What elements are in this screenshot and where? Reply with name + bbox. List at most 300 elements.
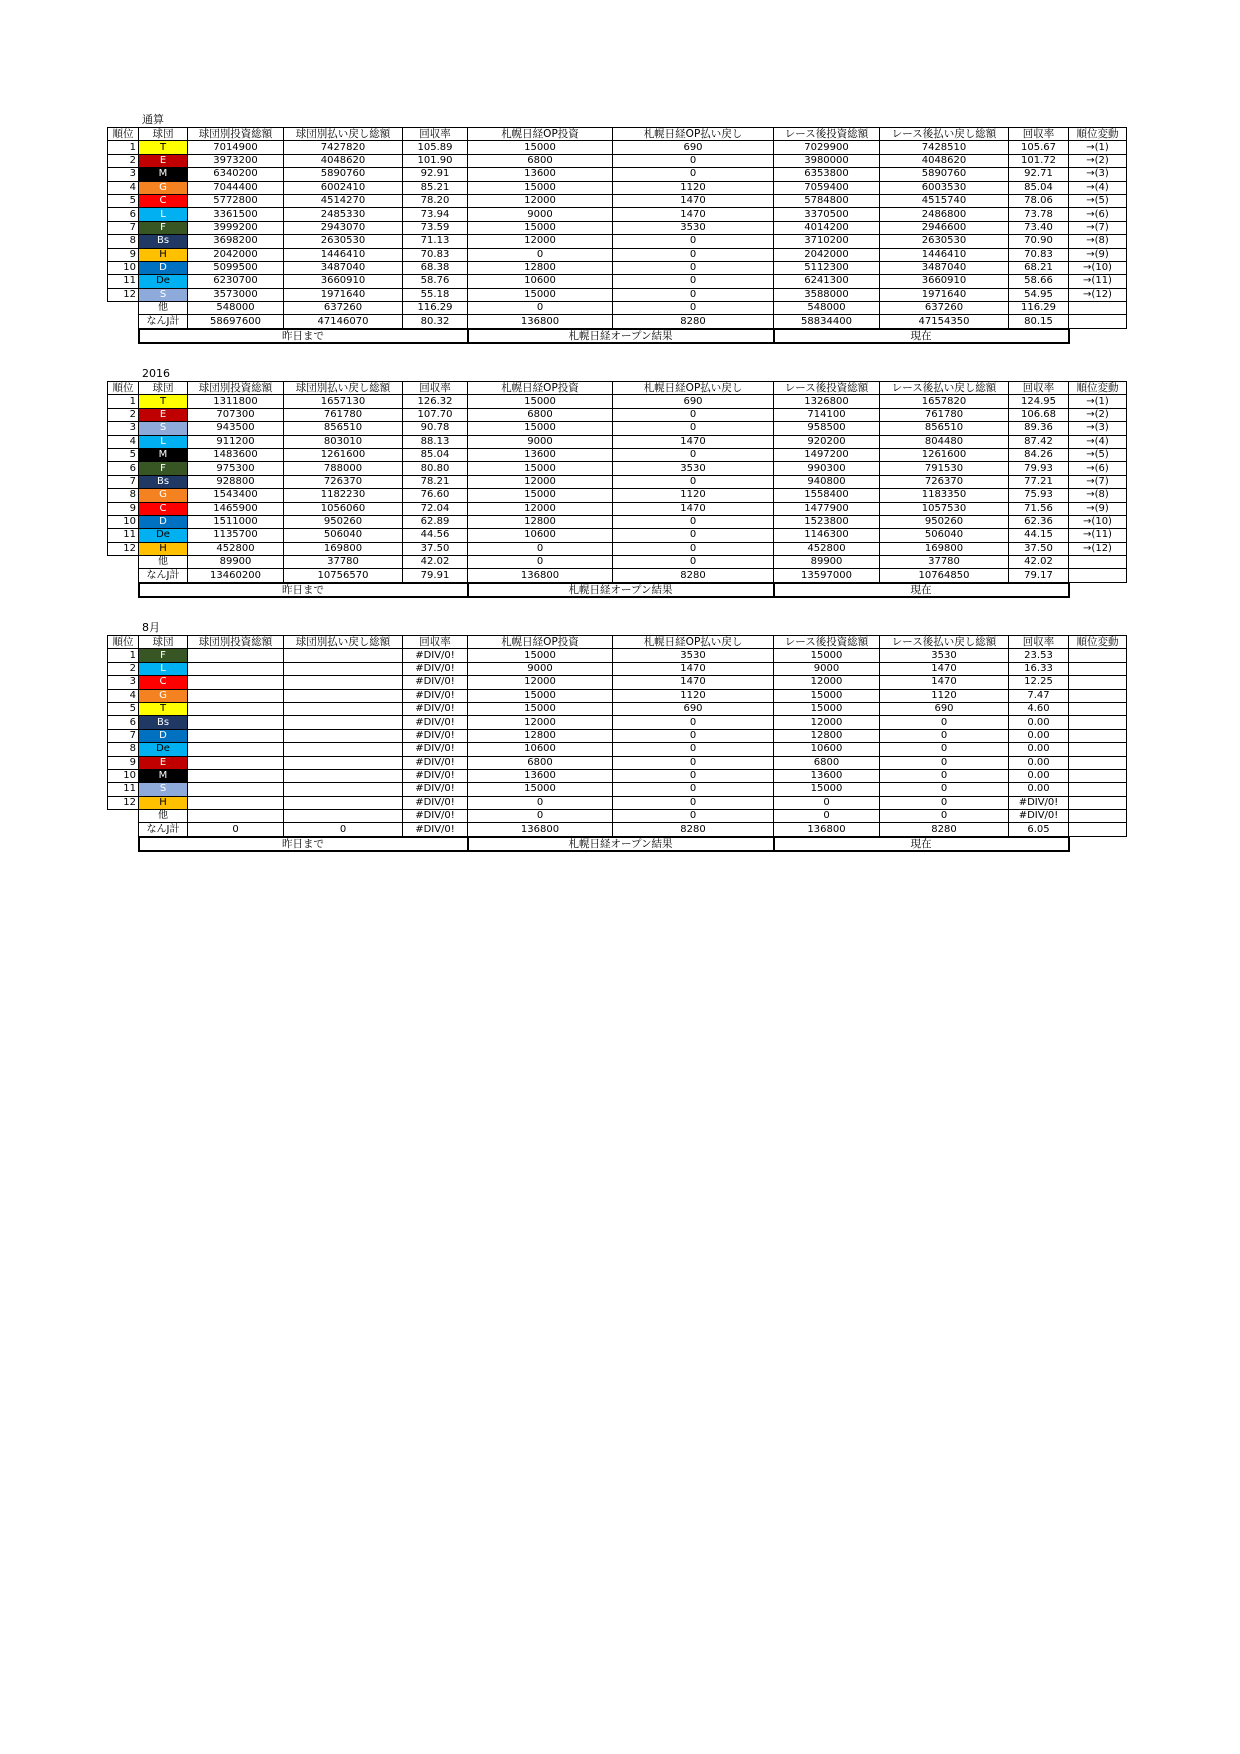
- rank-cell: 2: [108, 662, 139, 675]
- value-cell: 5890760: [284, 168, 403, 181]
- value-cell: 169800: [880, 542, 1009, 555]
- value-cell: 3530: [613, 221, 774, 234]
- value-cell: 761780: [880, 408, 1009, 421]
- value-cell: #DIV/0!: [403, 810, 468, 823]
- value-cell: 73.40: [1009, 221, 1069, 234]
- value-cell: 9000: [774, 662, 880, 675]
- team-cell: Bs: [139, 475, 188, 488]
- column-header: 札幌日経OP投資: [468, 128, 613, 141]
- value-cell: 15000: [774, 649, 880, 662]
- value-cell: 0: [613, 783, 774, 796]
- value-cell: [188, 702, 284, 715]
- value-cell: [188, 810, 284, 823]
- table-row: [108, 422, 1127, 435]
- table-title: 2016: [142, 367, 170, 380]
- value-cell: 3487040: [284, 261, 403, 274]
- team-cell: L: [139, 662, 188, 675]
- team-cell: S: [139, 783, 188, 796]
- rank-cell: 10: [108, 769, 139, 782]
- value-cell: 1470: [613, 662, 774, 675]
- table-row: [108, 489, 1127, 502]
- value-cell: 7014900: [188, 141, 284, 154]
- value-cell: [188, 743, 284, 756]
- value-cell: 0: [613, 408, 774, 421]
- value-cell: →(4): [1069, 435, 1127, 448]
- rank-cell: 6: [108, 716, 139, 729]
- value-cell: 3660910: [284, 275, 403, 288]
- value-cell: 6.05: [1009, 823, 1069, 837]
- value-cell: 0: [468, 796, 613, 809]
- rank-cell: 3: [108, 676, 139, 689]
- stats-table: [107, 635, 1127, 852]
- footer-label: 昨日まで: [139, 837, 468, 851]
- rank-cell: 1: [108, 649, 139, 662]
- column-header: 回収率: [1009, 636, 1069, 649]
- value-cell: 990300: [774, 462, 880, 475]
- rank-cell: 12: [108, 796, 139, 809]
- value-cell: 0: [613, 743, 774, 756]
- value-cell: →(12): [1069, 288, 1127, 301]
- team-cell: C: [139, 502, 188, 515]
- value-cell: 89900: [774, 556, 880, 569]
- footer-label: 昨日まで: [139, 583, 468, 597]
- rank-cell: [108, 315, 139, 329]
- value-cell: 92.91: [403, 168, 468, 181]
- team-cell: De: [139, 529, 188, 542]
- column-header: 回収率: [1009, 128, 1069, 141]
- value-cell: 90.78: [403, 422, 468, 435]
- value-cell: 1183350: [880, 489, 1009, 502]
- value-cell: [1069, 810, 1127, 823]
- value-cell: 76.60: [403, 489, 468, 502]
- table-title: 8月: [142, 621, 160, 634]
- value-cell: 8280: [613, 823, 774, 837]
- value-cell: 71.13: [403, 235, 468, 248]
- team-cell: F: [139, 462, 188, 475]
- value-cell: 73.59: [403, 221, 468, 234]
- column-header: 球団別払い戻し総額: [284, 128, 403, 141]
- table-row: [108, 408, 1127, 421]
- team-cell: F: [139, 649, 188, 662]
- value-cell: 803010: [284, 435, 403, 448]
- value-cell: 84.26: [1009, 448, 1069, 461]
- value-cell: 1311800: [188, 395, 284, 408]
- rank-cell: 3: [108, 168, 139, 181]
- value-cell: →(2): [1069, 154, 1127, 167]
- value-cell: 3698200: [188, 235, 284, 248]
- value-cell: 10600: [774, 743, 880, 756]
- value-cell: 15000: [468, 141, 613, 154]
- value-cell: #DIV/0!: [403, 702, 468, 715]
- table-row: [108, 783, 1127, 796]
- value-cell: 70.90: [1009, 235, 1069, 248]
- value-cell: 80.32: [403, 315, 468, 329]
- rank-cell: 4: [108, 435, 139, 448]
- value-cell: 943500: [188, 422, 284, 435]
- value-cell: 0.00: [1009, 743, 1069, 756]
- team-cell: S: [139, 422, 188, 435]
- value-cell: 1261600: [284, 448, 403, 461]
- value-cell: 0: [613, 756, 774, 769]
- value-cell: 975300: [188, 462, 284, 475]
- value-cell: [1069, 315, 1127, 329]
- footer-spacer: [1069, 329, 1127, 343]
- value-cell: 2946600: [880, 221, 1009, 234]
- value-cell: 0.00: [1009, 783, 1069, 796]
- team-cell: H: [139, 248, 188, 261]
- rank-cell: 4: [108, 181, 139, 194]
- value-cell: 3530: [613, 462, 774, 475]
- value-cell: [284, 769, 403, 782]
- value-cell: [1069, 676, 1127, 689]
- value-cell: 62.36: [1009, 515, 1069, 528]
- value-cell: 0: [613, 248, 774, 261]
- value-cell: 0: [613, 542, 774, 555]
- value-cell: 3660910: [880, 275, 1009, 288]
- value-cell: 2042000: [774, 248, 880, 261]
- rank-cell: 7: [108, 475, 139, 488]
- value-cell: 0.00: [1009, 716, 1069, 729]
- value-cell: 0: [613, 515, 774, 528]
- value-cell: [188, 796, 284, 809]
- rank-cell: 2: [108, 154, 139, 167]
- value-cell: →(6): [1069, 462, 1127, 475]
- value-cell: [1069, 569, 1127, 583]
- table-row: [108, 556, 1127, 569]
- value-cell: →(8): [1069, 235, 1127, 248]
- value-cell: 637260: [880, 302, 1009, 315]
- value-cell: 0: [468, 556, 613, 569]
- team-cell: C: [139, 194, 188, 207]
- value-cell: 101.72: [1009, 154, 1069, 167]
- header-row: [108, 382, 1127, 395]
- value-cell: 37780: [880, 556, 1009, 569]
- value-cell: 1657820: [880, 395, 1009, 408]
- value-cell: 1120: [613, 689, 774, 702]
- footer-label: 札幌日経オープン結果: [468, 583, 774, 597]
- value-cell: 3573000: [188, 288, 284, 301]
- table-row: [108, 502, 1127, 515]
- value-cell: 1446410: [284, 248, 403, 261]
- column-header: 球団: [139, 382, 188, 395]
- value-cell: 13600: [468, 769, 613, 782]
- team-cell: なんJ計: [139, 823, 188, 837]
- value-cell: 85.04: [1009, 181, 1069, 194]
- value-cell: 15000: [468, 181, 613, 194]
- value-cell: 1326800: [774, 395, 880, 408]
- value-cell: 58697600: [188, 315, 284, 329]
- value-cell: 4048620: [284, 154, 403, 167]
- stats-table: [107, 381, 1127, 598]
- value-cell: 77.21: [1009, 475, 1069, 488]
- value-cell: 6800: [774, 756, 880, 769]
- value-cell: 106.68: [1009, 408, 1069, 421]
- value-cell: 107.70: [403, 408, 468, 421]
- table-row: [108, 569, 1127, 583]
- table-row: [108, 248, 1127, 261]
- value-cell: 92.71: [1009, 168, 1069, 181]
- value-cell: 6353800: [774, 168, 880, 181]
- value-cell: [1069, 716, 1127, 729]
- table-row: [108, 302, 1127, 315]
- value-cell: 714100: [774, 408, 880, 421]
- table-row: [108, 462, 1127, 475]
- value-cell: 1657130: [284, 395, 403, 408]
- value-cell: 37780: [284, 556, 403, 569]
- value-cell: 0: [468, 248, 613, 261]
- value-cell: 12800: [468, 261, 613, 274]
- value-cell: 928800: [188, 475, 284, 488]
- value-cell: 8280: [613, 315, 774, 329]
- value-cell: 12000: [468, 716, 613, 729]
- value-cell: [1069, 783, 1127, 796]
- value-cell: 58.66: [1009, 275, 1069, 288]
- value-cell: 0: [880, 756, 1009, 769]
- footer-row: [108, 329, 1127, 343]
- value-cell: [284, 716, 403, 729]
- value-cell: →(11): [1069, 529, 1127, 542]
- value-cell: 85.21: [403, 181, 468, 194]
- column-header: 回収率: [403, 636, 468, 649]
- value-cell: 9000: [468, 208, 613, 221]
- value-cell: #DIV/0!: [403, 729, 468, 742]
- table-row: [108, 275, 1127, 288]
- rank-cell: 7: [108, 729, 139, 742]
- footer-label: 現在: [774, 837, 1069, 851]
- value-cell: 1465900: [188, 502, 284, 515]
- value-cell: 5112300: [774, 261, 880, 274]
- value-cell: 15000: [774, 702, 880, 715]
- value-cell: 1543400: [188, 489, 284, 502]
- table-row: [108, 810, 1127, 823]
- value-cell: 0: [188, 823, 284, 837]
- value-cell: [284, 689, 403, 702]
- rank-cell: 12: [108, 542, 139, 555]
- value-cell: 47146070: [284, 315, 403, 329]
- footer-row: [108, 583, 1127, 597]
- column-header: 球団: [139, 128, 188, 141]
- value-cell: [188, 676, 284, 689]
- column-header: 回収率: [403, 128, 468, 141]
- value-cell: 0: [880, 729, 1009, 742]
- column-header: 回収率: [1009, 382, 1069, 395]
- value-cell: [1069, 689, 1127, 702]
- value-cell: #DIV/0!: [403, 689, 468, 702]
- value-cell: 124.95: [1009, 395, 1069, 408]
- value-cell: 12000: [468, 676, 613, 689]
- value-cell: 4.60: [1009, 702, 1069, 715]
- value-cell: #DIV/0!: [403, 769, 468, 782]
- value-cell: 452800: [774, 542, 880, 555]
- value-cell: [284, 649, 403, 662]
- column-header: 順位: [108, 382, 139, 395]
- value-cell: 0: [613, 769, 774, 782]
- value-cell: 116.29: [403, 302, 468, 315]
- column-header: 順位変動: [1069, 636, 1127, 649]
- value-cell: →(11): [1069, 275, 1127, 288]
- value-cell: 10600: [468, 743, 613, 756]
- value-cell: 10764850: [880, 569, 1009, 583]
- value-cell: 101.90: [403, 154, 468, 167]
- value-cell: 950260: [880, 515, 1009, 528]
- stats-table: [107, 127, 1127, 344]
- value-cell: 0: [880, 796, 1009, 809]
- value-cell: 1120: [880, 689, 1009, 702]
- table-row: [108, 448, 1127, 461]
- value-cell: 1470: [613, 194, 774, 207]
- value-cell: #DIV/0!: [403, 716, 468, 729]
- value-cell: 1470: [880, 676, 1009, 689]
- value-cell: 136800: [468, 569, 613, 583]
- value-cell: [284, 796, 403, 809]
- value-cell: 1135700: [188, 529, 284, 542]
- value-cell: 911200: [188, 435, 284, 448]
- value-cell: [1069, 662, 1127, 675]
- table-row: [108, 168, 1127, 181]
- value-cell: #DIV/0!: [403, 676, 468, 689]
- value-cell: 42.02: [403, 556, 468, 569]
- value-cell: 72.04: [403, 502, 468, 515]
- value-cell: 804480: [880, 435, 1009, 448]
- value-cell: 3973200: [188, 154, 284, 167]
- value-cell: 80.80: [403, 462, 468, 475]
- team-cell: C: [139, 676, 188, 689]
- value-cell: 1558400: [774, 489, 880, 502]
- rank-cell: 6: [108, 208, 139, 221]
- value-cell: 5772800: [188, 194, 284, 207]
- table-row: [108, 702, 1127, 715]
- value-cell: #DIV/0!: [1009, 796, 1069, 809]
- column-header: 球団: [139, 636, 188, 649]
- value-cell: 690: [880, 702, 1009, 715]
- value-cell: 0: [613, 448, 774, 461]
- team-cell: H: [139, 542, 188, 555]
- value-cell: →(5): [1069, 448, 1127, 461]
- table-row: [108, 261, 1127, 274]
- value-cell: [188, 649, 284, 662]
- value-cell: 2485330: [284, 208, 403, 221]
- team-cell: M: [139, 769, 188, 782]
- value-cell: 12800: [468, 729, 613, 742]
- team-cell: D: [139, 729, 188, 742]
- value-cell: 78.20: [403, 194, 468, 207]
- value-cell: 12.25: [1009, 676, 1069, 689]
- value-cell: 9000: [468, 662, 613, 675]
- value-cell: 958500: [774, 422, 880, 435]
- team-cell: T: [139, 141, 188, 154]
- footer-spacer: [108, 837, 139, 851]
- value-cell: #DIV/0!: [403, 662, 468, 675]
- team-cell: De: [139, 743, 188, 756]
- value-cell: 70.83: [403, 248, 468, 261]
- value-cell: →(7): [1069, 221, 1127, 234]
- value-cell: 10600: [468, 529, 613, 542]
- rank-cell: 7: [108, 221, 139, 234]
- column-header: 札幌日経OP払い戻し: [613, 128, 774, 141]
- value-cell: 1497200: [774, 448, 880, 461]
- value-cell: →(10): [1069, 261, 1127, 274]
- column-header: 球団別投資総額: [188, 636, 284, 649]
- value-cell: 12000: [774, 676, 880, 689]
- value-cell: →(1): [1069, 141, 1127, 154]
- value-cell: 1056060: [284, 502, 403, 515]
- value-cell: [188, 662, 284, 675]
- rank-cell: [108, 810, 139, 823]
- value-cell: [284, 702, 403, 715]
- value-cell: [1069, 729, 1127, 742]
- table-row: [108, 141, 1127, 154]
- rank-cell: 5: [108, 702, 139, 715]
- value-cell: 950260: [284, 515, 403, 528]
- value-cell: →(5): [1069, 194, 1127, 207]
- column-header: レース後投資総額: [774, 382, 880, 395]
- table-row: [108, 221, 1127, 234]
- value-cell: 5784800: [774, 194, 880, 207]
- value-cell: 15000: [774, 783, 880, 796]
- value-cell: 3487040: [880, 261, 1009, 274]
- value-cell: 2943070: [284, 221, 403, 234]
- table-row: [108, 756, 1127, 769]
- value-cell: 690: [613, 702, 774, 715]
- rank-cell: 9: [108, 756, 139, 769]
- value-cell: 79.17: [1009, 569, 1069, 583]
- value-cell: 548000: [774, 302, 880, 315]
- value-cell: 44.56: [403, 529, 468, 542]
- rank-cell: [108, 569, 139, 583]
- team-cell: 他: [139, 302, 188, 315]
- value-cell: 80.15: [1009, 315, 1069, 329]
- table-row: [108, 662, 1127, 675]
- value-cell: 1261600: [880, 448, 1009, 461]
- value-cell: 136800: [468, 823, 613, 837]
- value-cell: 87.42: [1009, 435, 1069, 448]
- column-header: 札幌日経OP投資: [468, 382, 613, 395]
- value-cell: 3710200: [774, 235, 880, 248]
- value-cell: →(10): [1069, 515, 1127, 528]
- value-cell: 791530: [880, 462, 1009, 475]
- value-cell: 1446410: [880, 248, 1009, 261]
- value-cell: 1470: [613, 676, 774, 689]
- value-cell: 856510: [880, 422, 1009, 435]
- table-title: 通算: [142, 113, 164, 126]
- table-row: [108, 181, 1127, 194]
- rank-cell: 10: [108, 261, 139, 274]
- value-cell: 23.53: [1009, 649, 1069, 662]
- column-header: レース後払い戻し総額: [880, 636, 1009, 649]
- rank-cell: 5: [108, 448, 139, 461]
- column-header: レース後投資総額: [774, 636, 880, 649]
- value-cell: [188, 769, 284, 782]
- rank-cell: 8: [108, 235, 139, 248]
- value-cell: 6241300: [774, 275, 880, 288]
- column-header: 球団別払い戻し総額: [284, 636, 403, 649]
- value-cell: →(3): [1069, 168, 1127, 181]
- team-cell: L: [139, 435, 188, 448]
- value-cell: 0: [613, 729, 774, 742]
- team-cell: S: [139, 288, 188, 301]
- value-cell: 89.36: [1009, 422, 1069, 435]
- table-row: [108, 435, 1127, 448]
- rank-cell: 3: [108, 422, 139, 435]
- column-header: 球団別投資総額: [188, 128, 284, 141]
- value-cell: [188, 716, 284, 729]
- value-cell: 7044400: [188, 181, 284, 194]
- value-cell: 12800: [468, 515, 613, 528]
- header-row: [108, 128, 1127, 141]
- value-cell: 6800: [468, 756, 613, 769]
- value-cell: 85.04: [403, 448, 468, 461]
- value-cell: 89900: [188, 556, 284, 569]
